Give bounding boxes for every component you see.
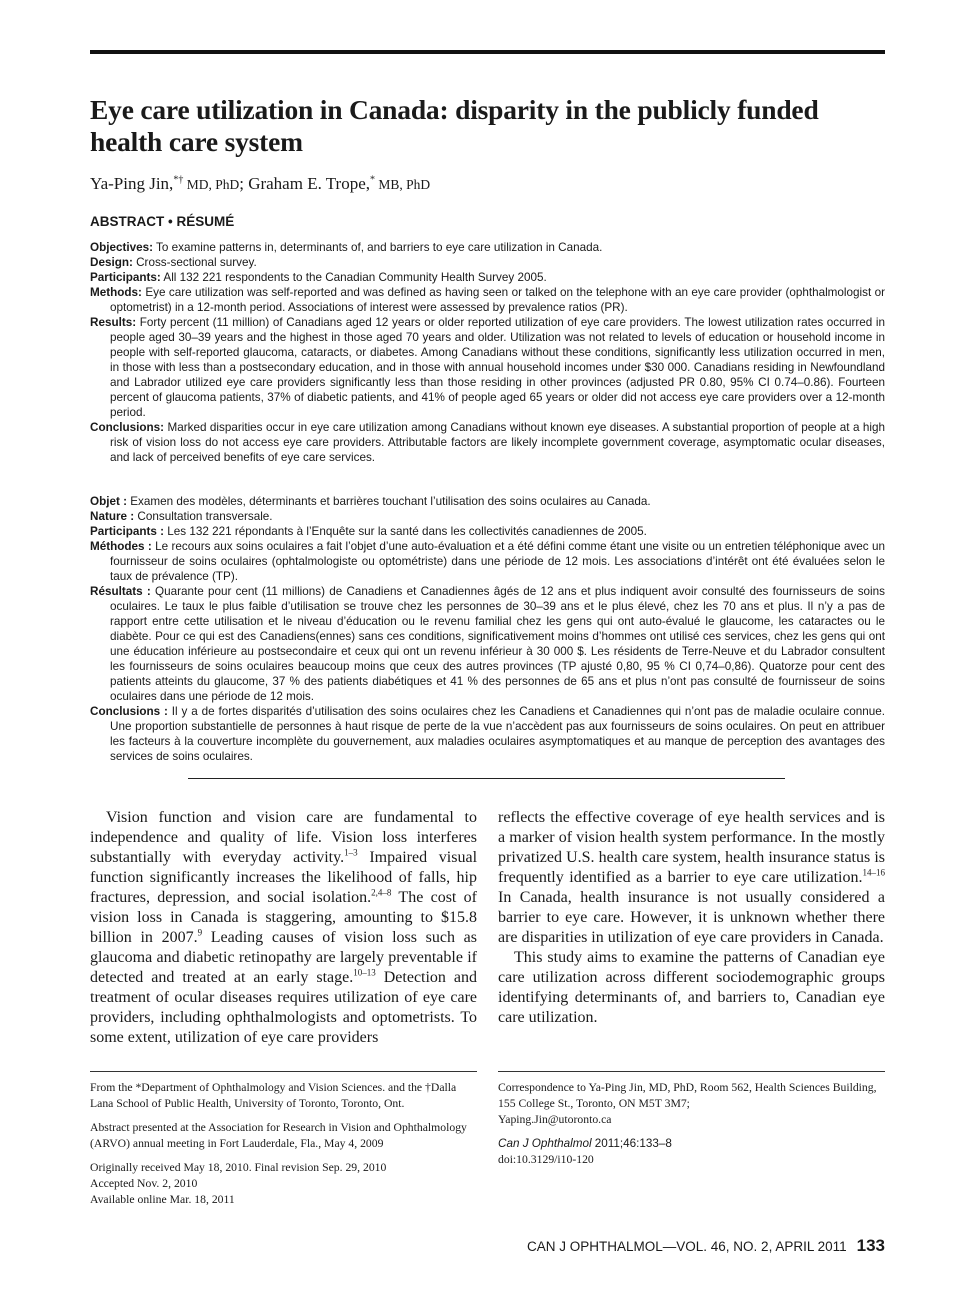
abstract-section (90, 315, 885, 420)
abstract-label: Conclusions: (90, 421, 165, 434)
abstract-section (90, 255, 885, 270)
presentation-note: Abstract presented at the Association for Research in Vision and Ophthalmology (ARVO) annual meeting in Fort Lauderdale, Fla., May 4, 2009 (90, 1121, 467, 1150)
body-text: Impaired visual function significantly increases the likelihood of falls, hip fractures, depression, and social isolation. (90, 849, 478, 906)
accepted-date: Accepted Nov. 2, 2010 (90, 1177, 198, 1190)
body-column-right (498, 808, 885, 1028)
body-text: In Canada, health insurance is not usually considered a barrier to eye care. However, it is unknown whether there are disparities in utilization of eye care providers in Canada. (498, 889, 885, 946)
resume-text: Consultation transversale. (134, 510, 273, 523)
body-text: Vision function and vision care are fundamental to independence and quality of life. Vision loss interferes substantially with everyday activity. (90, 809, 477, 866)
author-2-credentials: MB, PhD (375, 177, 431, 192)
author-line (90, 174, 430, 194)
resume-section (90, 494, 885, 509)
author-separator: ; (239, 174, 249, 193)
abstract-text: All 132 221 respondents to the Canadian Community Health Survey 2005. (160, 271, 547, 284)
abstract-section (90, 240, 885, 255)
footnotes-left (90, 1080, 480, 1208)
resume-section (90, 524, 885, 539)
reference-citation[interactable]: 14–16 (862, 867, 885, 878)
doi[interactable]: doi:10.3129/i10-120 (498, 1153, 594, 1166)
abstract-heading: ABSTRACT • RÉSUMÉ (90, 214, 235, 229)
abstract-divider (188, 778, 785, 779)
body-paragraph (498, 808, 885, 948)
author-2-marks: * (370, 174, 376, 186)
abstract-section (90, 285, 885, 315)
abstract-label: Methods: (90, 286, 142, 299)
body-paragraph (90, 808, 477, 1048)
correspondence-email[interactable]: Yaping.Jin@utoronto.ca (498, 1113, 612, 1126)
author-2-name: Graham E. Trope, (248, 174, 371, 193)
body-text: Leading causes of vision loss such as glaucoma and diabetic retinopathy are largely preventable if detected and treated at an early stage. (90, 929, 477, 986)
resume-section (90, 509, 885, 524)
abstract-text: To examine patterns in, determinants of, and barriers to eye care utilization in Canada. (153, 241, 603, 254)
body-text: Detection and treatment of ocular diseases requires utilization of eye care providers, including ophthalmologists and optometrists. To some extent, utilization of eye care providers (90, 969, 478, 1046)
online-date: Available online Mar. 18, 2011 (90, 1193, 235, 1206)
resume-label: Nature : (90, 510, 135, 523)
resume-label: Participants : (90, 525, 165, 538)
abstract-section (90, 270, 885, 285)
body-paragraph: This study aims to examine the patterns of Canadian eye care utilization across different sociodemographic groups identifying determinants of, and barriers to, Canadian eye care utilization. (498, 949, 885, 1026)
footnote-rule-left (90, 1071, 477, 1072)
resume-label: Objet : (90, 495, 128, 508)
abstract-label: Objectives: (90, 241, 154, 254)
abstract-label: Participants: (90, 271, 161, 284)
top-rule (90, 50, 885, 54)
resume-label: Méthodes : (90, 540, 152, 553)
abstract-text: Eye care utilization was self-reported and was defined as having seen or talked on the telephone with an eye care provider (ophthalmologist or optometrist) in a 12-month period. Associations of interest were assessed by prevalence ratios (PR). (110, 286, 885, 314)
resume-label: Conclusions : (90, 705, 168, 718)
abstract-label: Results: (90, 316, 137, 329)
footnote-rule-right (498, 1071, 885, 1072)
abstract-text: Forty percent (11 million) of Canadians aged 12 years or older reported utilization of eye care providers. The lowest utilization rates occurred in people aged 30–39 years and the highest in those aged 70 years and older. Utilization was not related to levels of education or household income in people with self-reported glaucoma, cataracts, or diabetes. Among Canadians without these conditions, significantly less utilization occurred in men, in those with less than a postsecondary education, and in those with annual household incomes under $30 000. Canadians residing in Newfoundland and Labrador utilized eye care providers significantly less than those residing in other provinces (adjusted PR 0.80, 95% CI 0.74–0.86). Fourteen percent of glaucoma patients, 37% of diabetic patients, and 41% of people aged 65 years or older did not access eye care providers over a 12-month period. (110, 316, 885, 419)
correspondence-note: Correspondence to Ya-Ping Jin, MD, PhD, Room 562, Health Sciences Building, 155 College St., Toronto, ON M5T 3M7; (498, 1081, 877, 1110)
resume-text: Quarante pour cent (11 millions) de Canadiens et Canadiennes âgés de 12 ans et plus indiquent avoir consulté des fournisseurs de soins oculaires. Le taux le plus faible d’utilisation se trouve chez les personnes de 30–39 ans et le plus élevé, chez les 70 ans et plus. Il n’y a pas de rapport entre cette utilisation et le niveau d’éducation ou le revenu familial chez les gens qui ont auto-évalué le glaucome, les cataractes ou le diabète. Pour ce qui est des Canadiens(ennes) sans ces conditions, significativement moins d’hommes ont utilisé ces services, chez les gens qui ont une éducation inférieure au postsecondaire et ceux qui ont un revenu inférieur à 30 000 $. Les résidents de Terre-Neuve et du Labrador consultent les fournisseurs de soins oculaires beaucoup moins que ceux des autres provinces (TP ajusté 0,80, 95 % CI 0,74–0,86). Quatorze pour cent des patients atteints du glaucome, 37 % des patients diabétiques et 41 % des personnes de 65 ans et plus n’ont pas consulté de fournisseur de soins oculaires dans une période de 12 mois. (110, 585, 885, 703)
resume-text: Il y a de fortes disparités d’utilisation des soins oculaires chez les Canadiens et Canadiennes qui n’ont pas de maladie oculaire connue. Une proportion substantielle de personnes à haut risque de perte de la vue n’accèdent pas aux fournisseurs de soins oculaires. On peut en attribuer les facteurs à la couverture incomplète du gouvernement, aux maladies oculaires asymptomatiques et au manque de perception des avantages des services de soins oculaires. (110, 705, 885, 763)
resume-section (90, 584, 885, 704)
footnotes-right (498, 1080, 888, 1168)
abstract-text: Cross-sectional survey. (132, 256, 257, 269)
abstract-english (90, 240, 885, 465)
author-1-name: Ya-Ping Jin, (90, 174, 174, 193)
author-1-marks: *† (173, 174, 184, 186)
body-text: reflects the effective coverage of eye health services and is a marker of vision health system performance. In the mostly privatized U.S. health care system, health insurance status is frequently identified as a barrier to eye care utilization. (498, 809, 885, 886)
journal-volume-issue: CAN J OPHTHALMOL—VOL. 46, NO. 2, APRIL 2011 (527, 1239, 847, 1254)
reference-citation[interactable]: 2,4–8 (371, 887, 392, 898)
journal-name: Can J Ophthalmol (498, 1137, 592, 1150)
resume-section (90, 704, 885, 764)
reference-citation[interactable]: 1–3 (344, 847, 358, 858)
resume-section (90, 539, 885, 584)
citation-line (498, 1136, 888, 1152)
resume-text: Les 132 221 répondants à l’Enquête sur la santé dans les collectivités canadiennes de 2005. (164, 525, 647, 538)
article-title: Eye care utilization in Canada: disparity in the publicly funded health care system (90, 94, 819, 157)
abstract-label: Design: (90, 256, 133, 269)
resume-text: Examen des modèles, déterminants et barrières touchant l’utilisation des soins oculaires au Canada. (127, 495, 651, 508)
author-1-credentials: MD, PhD (183, 177, 240, 192)
citation-details: 2011;46:133–8 (591, 1137, 672, 1150)
reference-citation[interactable]: 10–13 (353, 967, 376, 978)
resume-text: Le recours aux soins oculaires a fait l’objet d’une auto-évaluation et a été défini comme étant une visite ou un entretien téléphonique avec un fournisseur de soins oculaires (ophtalmologiste ou optométriste) dans une période de 12 mois. Les associations d’intérêt ont été évaluées selon le taux de prévalence (TP). (110, 540, 885, 583)
resume-label: Résultats : (90, 585, 151, 598)
abstract-text: Marked disparities occur in eye care utilization among Canadians without known eye diseases. A substantial proportion of people at a high risk of vision loss do not access eye care providers. Attributable factors are likely incomplete government coverage, asymptomatic ocular diseases, and lack of perceived benefits of eye care services. (110, 421, 885, 464)
abstract-french (90, 494, 885, 764)
body-text: The cost of vision loss in Canada is staggering, amounting to $15.8 billion in 2007. (90, 889, 478, 946)
abstract-section (90, 420, 885, 465)
reference-citation[interactable]: 9 (197, 927, 203, 938)
page-number: 133 (856, 1236, 885, 1255)
running-footer (527, 1236, 885, 1256)
body-column-left (90, 808, 477, 1048)
received-date: Originally received May 18, 2010. Final revision Sep. 29, 2010 (90, 1161, 387, 1174)
affiliation-note: From the *Department of Ophthalmology and Vision Sciences. and the †Dalla Lana School of Public Health, University of Toronto, Toronto, Ont. (90, 1081, 457, 1110)
